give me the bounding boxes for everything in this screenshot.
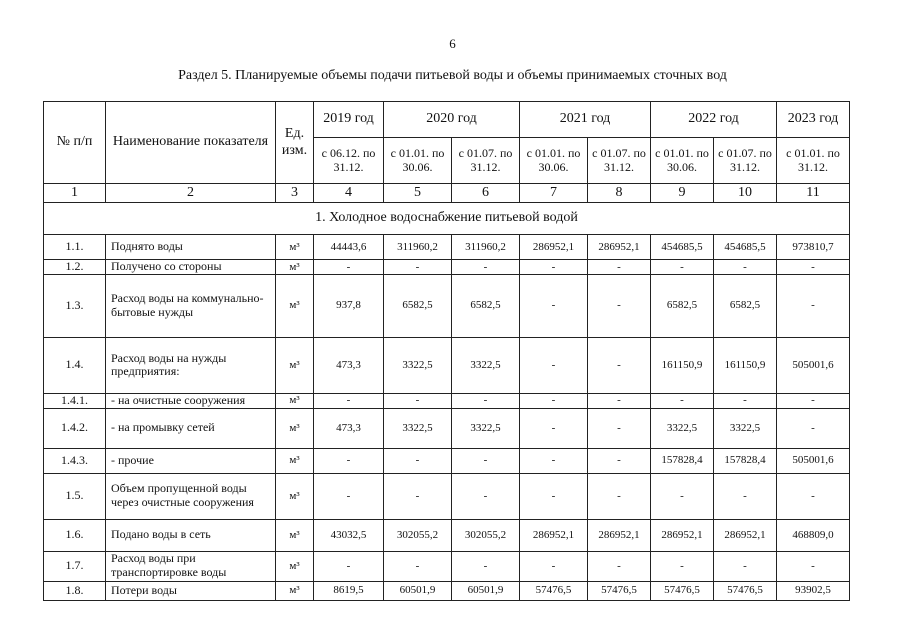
column-number: 8 (588, 184, 651, 203)
value-cell: 3322,5 (452, 408, 520, 448)
value-cell: - (384, 260, 452, 275)
value-cell: - (651, 393, 714, 408)
value-cell: - (384, 393, 452, 408)
value-cell: 468809,0 (777, 519, 850, 551)
value-cell: 161150,9 (651, 337, 714, 393)
value-cell: 6582,5 (651, 274, 714, 337)
value-cell: - (314, 260, 384, 275)
row-name: - прочие (106, 448, 276, 473)
year-2020: 2020 год (384, 102, 520, 138)
section-title: Раздел 5. Планируемые объемы подачи питьевой воды и объемы принимаемых сточных вод (178, 68, 727, 83)
value-cell: - (520, 260, 588, 275)
page-number: 6 (449, 36, 456, 51)
header-row-column-numbers (44, 184, 850, 203)
value-cell: 8619,5 (314, 581, 384, 600)
value-cell: 44443,6 (314, 235, 384, 260)
section-heading: 1. Холодное водоснабжение питьевой водой (44, 203, 850, 235)
value-cell: 454685,5 (651, 235, 714, 260)
value-cell: 286952,1 (714, 519, 777, 551)
row-index: 1.2. (44, 260, 106, 275)
value-cell: 157828,4 (714, 448, 777, 473)
value-cell: - (588, 393, 651, 408)
row-unit: м³ (276, 337, 314, 393)
period-cell: с 01.01. по 30.06. (651, 138, 714, 184)
column-number: 3 (276, 184, 314, 203)
row-index: 1.4. (44, 337, 106, 393)
year-2019: 2019 год (314, 102, 384, 138)
row-name: - на очистные сооружения (106, 393, 276, 408)
column-number: 10 (714, 184, 777, 203)
value-cell: 161150,9 (714, 337, 777, 393)
value-cell: - (520, 551, 588, 581)
value-cell: 505001,6 (777, 337, 850, 393)
table-row (44, 408, 850, 448)
value-cell: - (588, 448, 651, 473)
value-cell: 286952,1 (588, 235, 651, 260)
row-name: Подано воды в сеть (106, 519, 276, 551)
value-cell: 3322,5 (384, 408, 452, 448)
value-cell: 473,3 (314, 337, 384, 393)
value-cell: - (452, 551, 520, 581)
row-name: Объем пропущенной воды через очистные сооружения (106, 473, 276, 519)
table-row (44, 337, 850, 393)
column-number: 4 (314, 184, 384, 203)
row-name: Потери воды (106, 581, 276, 600)
value-cell: - (588, 473, 651, 519)
value-cell: - (714, 473, 777, 519)
table-body (44, 203, 850, 601)
value-cell: 311960,2 (452, 235, 520, 260)
value-cell: 505001,6 (777, 448, 850, 473)
value-cell: - (314, 473, 384, 519)
value-cell: - (714, 393, 777, 408)
value-cell: 57476,5 (714, 581, 777, 600)
value-cell: - (714, 260, 777, 275)
row-unit: м³ (276, 581, 314, 600)
row-index: 1.4.1. (44, 393, 106, 408)
value-cell: 60501,9 (452, 581, 520, 600)
year-2021: 2021 год (520, 102, 651, 138)
value-cell: 57476,5 (651, 581, 714, 600)
value-cell: - (520, 448, 588, 473)
value-cell: 302055,2 (452, 519, 520, 551)
table-row (44, 235, 850, 260)
row-unit: м³ (276, 260, 314, 275)
value-cell: - (452, 260, 520, 275)
row-unit: м³ (276, 408, 314, 448)
value-cell: 286952,1 (588, 519, 651, 551)
period-cell: с 01.01. по 30.06. (384, 138, 452, 184)
value-cell: - (588, 408, 651, 448)
row-unit: м³ (276, 473, 314, 519)
column-number: 11 (777, 184, 850, 203)
value-cell: 302055,2 (384, 519, 452, 551)
period-cell: с 01.07. по 31.12. (588, 138, 651, 184)
column-number: 6 (452, 184, 520, 203)
table-row (44, 473, 850, 519)
planned-volumes-table (43, 101, 850, 601)
value-cell: - (314, 551, 384, 581)
value-cell: 473,3 (314, 408, 384, 448)
row-unit: м³ (276, 448, 314, 473)
row-name: Поднято воды (106, 235, 276, 260)
value-cell: 937,8 (314, 274, 384, 337)
row-name: Получено со стороны (106, 260, 276, 275)
table-row (44, 551, 850, 581)
section-heading-row (44, 203, 850, 235)
value-cell: - (588, 337, 651, 393)
row-index: 1.4.2. (44, 408, 106, 448)
value-cell: - (520, 393, 588, 408)
value-cell: 3322,5 (714, 408, 777, 448)
value-cell: 157828,4 (651, 448, 714, 473)
value-cell: 43032,5 (314, 519, 384, 551)
value-cell: - (384, 551, 452, 581)
value-cell: 3322,5 (651, 408, 714, 448)
column-number: 2 (106, 184, 276, 203)
value-cell: - (651, 473, 714, 519)
period-cell: с 01.07. по 31.12. (714, 138, 777, 184)
header-row-years (44, 102, 850, 138)
column-number: 1 (44, 184, 106, 203)
row-unit: м³ (276, 393, 314, 408)
year-2022: 2022 год (651, 102, 777, 138)
value-cell: - (777, 393, 850, 408)
value-cell: 973810,7 (777, 235, 850, 260)
value-cell: 286952,1 (520, 235, 588, 260)
value-cell: - (777, 408, 850, 448)
value-cell: - (777, 551, 850, 581)
value-cell: 454685,5 (714, 235, 777, 260)
row-index: 1.7. (44, 551, 106, 581)
value-cell: 60501,9 (384, 581, 452, 600)
table-row (44, 274, 850, 337)
value-cell: 57476,5 (588, 581, 651, 600)
value-cell: - (520, 408, 588, 448)
value-cell: - (520, 337, 588, 393)
row-name: - на промывку сетей (106, 408, 276, 448)
header-unit: Ед. изм. (276, 102, 314, 184)
value-cell: - (777, 274, 850, 337)
header-num: № п/п (44, 102, 106, 184)
value-cell: - (714, 551, 777, 581)
period-cell: с 01.07. по 31.12. (452, 138, 520, 184)
value-cell: - (384, 473, 452, 519)
period-cell: с 01.01. по 31.12. (777, 138, 850, 184)
period-cell: с 01.01. по 30.06. (520, 138, 588, 184)
value-cell: - (777, 260, 850, 275)
value-cell: 3322,5 (452, 337, 520, 393)
year-2023: 2023 год (777, 102, 850, 138)
value-cell: 286952,1 (520, 519, 588, 551)
table-row (44, 393, 850, 408)
value-cell: 311960,2 (384, 235, 452, 260)
header-name: Наименование показателя (106, 102, 276, 184)
row-unit: м³ (276, 235, 314, 260)
column-number: 5 (384, 184, 452, 203)
row-index: 1.6. (44, 519, 106, 551)
value-cell: - (777, 473, 850, 519)
value-cell: 57476,5 (520, 581, 588, 600)
value-cell: 286952,1 (651, 519, 714, 551)
value-cell: - (520, 274, 588, 337)
value-cell: - (452, 473, 520, 519)
value-cell: - (588, 260, 651, 275)
column-number: 9 (651, 184, 714, 203)
value-cell: - (314, 393, 384, 408)
row-index: 1.1. (44, 235, 106, 260)
value-cell: 6582,5 (384, 274, 452, 337)
value-cell: 6582,5 (452, 274, 520, 337)
table-row (44, 260, 850, 275)
row-name: Расход воды при транспортировке воды (106, 551, 276, 581)
table-row (44, 581, 850, 600)
value-cell: 6582,5 (714, 274, 777, 337)
value-cell: 93902,5 (777, 581, 850, 600)
period-cell: с 06.12. по 31.12. (314, 138, 384, 184)
row-index: 1.8. (44, 581, 106, 600)
row-name: Расход воды на нужды предприятия: (106, 337, 276, 393)
row-index: 1.4.3. (44, 448, 106, 473)
row-name: Расход воды на коммунально-бытовые нужды (106, 274, 276, 337)
value-cell: - (452, 448, 520, 473)
value-cell: 3322,5 (384, 337, 452, 393)
table-row (44, 519, 850, 551)
row-index: 1.5. (44, 473, 106, 519)
value-cell: - (314, 448, 384, 473)
value-cell: - (651, 260, 714, 275)
value-cell: - (651, 551, 714, 581)
row-unit: м³ (276, 274, 314, 337)
row-unit: м³ (276, 519, 314, 551)
value-cell: - (588, 551, 651, 581)
row-unit: м³ (276, 551, 314, 581)
value-cell: - (452, 393, 520, 408)
column-number: 7 (520, 184, 588, 203)
value-cell: - (384, 448, 452, 473)
value-cell: - (588, 274, 651, 337)
table-row (44, 448, 850, 473)
value-cell: - (520, 473, 588, 519)
row-index: 1.3. (44, 274, 106, 337)
